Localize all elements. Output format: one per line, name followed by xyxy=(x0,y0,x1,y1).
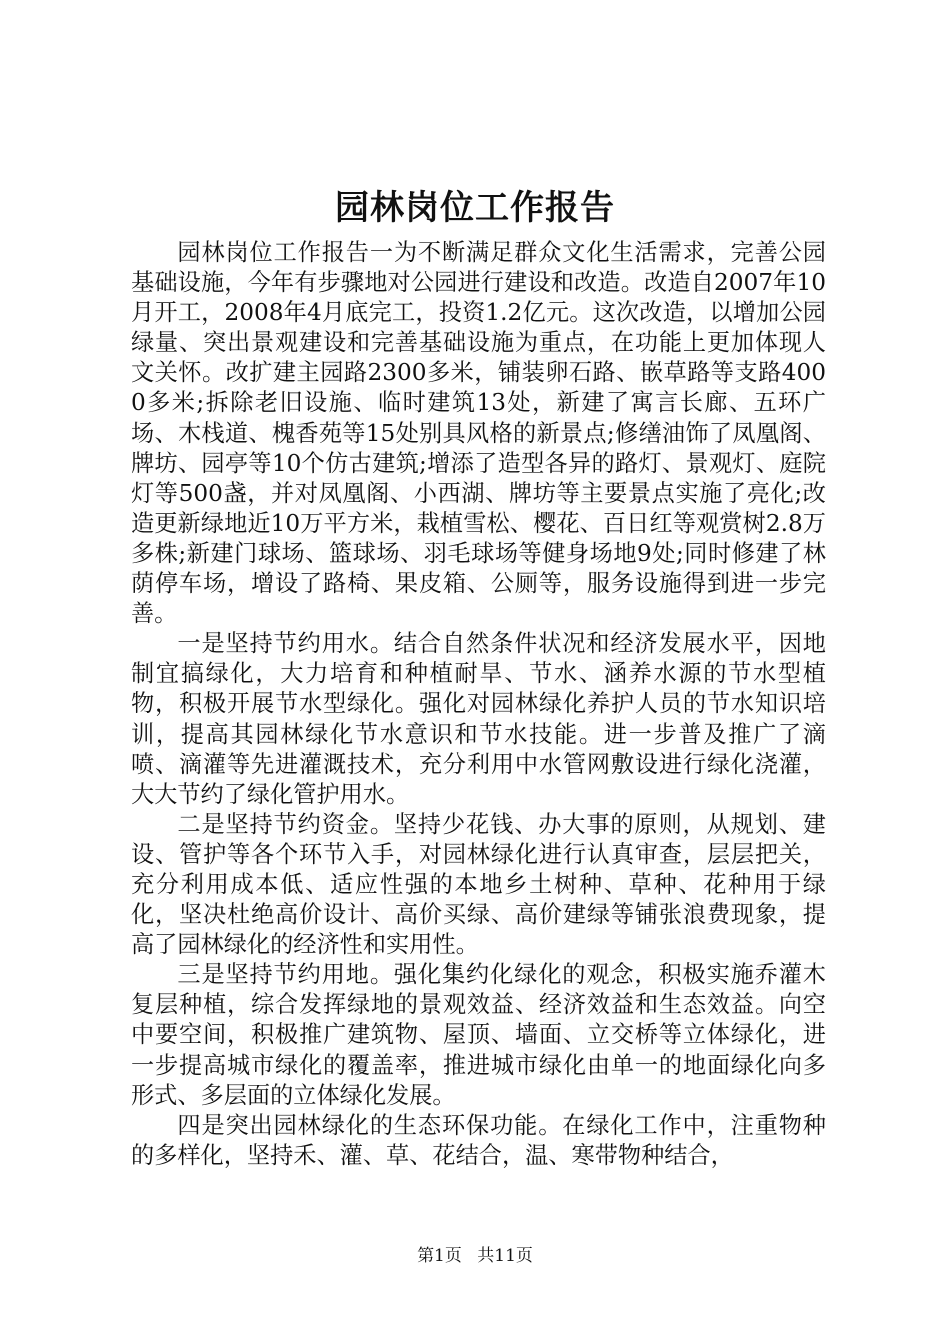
page-total: 共11页 xyxy=(477,1246,533,1266)
paragraph-save-funds: 二是坚持节约资金。坚持少花钱、办大事的原则，从规划、建设、管护等各个环节入手，对园林绿化进行认真审查，层层把关，充分利用成本低、适应性强的本地乡土树种、草种、花种用于绿化，坚决杜绝高价设计、高价买绿、高价建绿等铺张浪费现象，提高了园林绿化的经济性和实用性。 xyxy=(131,810,826,959)
document-body xyxy=(131,238,826,1171)
paragraph-ecology: 四是突出园林绿化的生态环保功能。在绿化工作中，注重物种的多样化，坚持禾、灌、草、花结合，温、寒带物种结合， xyxy=(131,1111,826,1169)
paragraph-intro: 园林岗位工作报告一为不断满足群众文化生活需求，完善公园基础设施，今年有步骤地对公园进行建设和改造。改造自2007年10月开工，2008年4月底完工，投资1.2亿元。这次改造，以增加公园绿量、突出景观建设和完善基础设施为重点，在功能上更加体现人文关怀。改扩建主园路2300多米，铺装卵石路、嵌草路等支路4000多米;拆除老旧设施、临时建筑13处，新建了寓言长廊、五环广场、木栈道、槐香苑等15处别具风格的新景点;修缮油饰了凤凰阁、牌坊、园亭等10个仿古建筑;增添了造型各异的路灯、景观灯、庭院灯等500盏，并对凤凰阁、小西湖、牌坊等主要景点实施了亮化;改造更新绿地近10万平方米，栽植雪松、樱花、百日红等观赏树2.8万多株;新建门球场、篮球场、羽毛球场等健身场地9处;同时修建了林荫停车场，增设了路椅、果皮箱、公厕等，服务设施得到进一步完善。 xyxy=(131,239,826,628)
document-title: 园林岗位工作报告 xyxy=(335,188,615,228)
paragraph-save-land: 三是坚持节约用地。强化集约化绿化的观念，积极实施乔灌木复层种植，综合发挥绿地的景观效益、经济效益和生态效益。向空中要空间，积极推广建筑物、屋顶、墙面、立交桥等立体绿化，进一步提高城市绿化的覆盖率，推进城市绿化由单一的地面绿化向多形式、多层面的立体绿化发展。 xyxy=(131,961,826,1109)
page-number: 第1页 xyxy=(417,1246,462,1266)
page-footer xyxy=(0,1244,950,1268)
paragraph-save-water: 一是坚持节约用水。结合自然条件状况和经济发展水平，因地制宜搞绿化，大力培育和种植耐旱、节水、涵养水源的节水型植物，积极开展节水型绿化。强化对园林绿化养护人员的节水知识培训，提高其园林绿化节水意识和节水技能。进一步普及推广了滴喷、滴灌等先进灌溉技术，充分利用中水管网敷设进行绿化浇灌，大大节约了绿化管护用水。 xyxy=(131,630,826,808)
